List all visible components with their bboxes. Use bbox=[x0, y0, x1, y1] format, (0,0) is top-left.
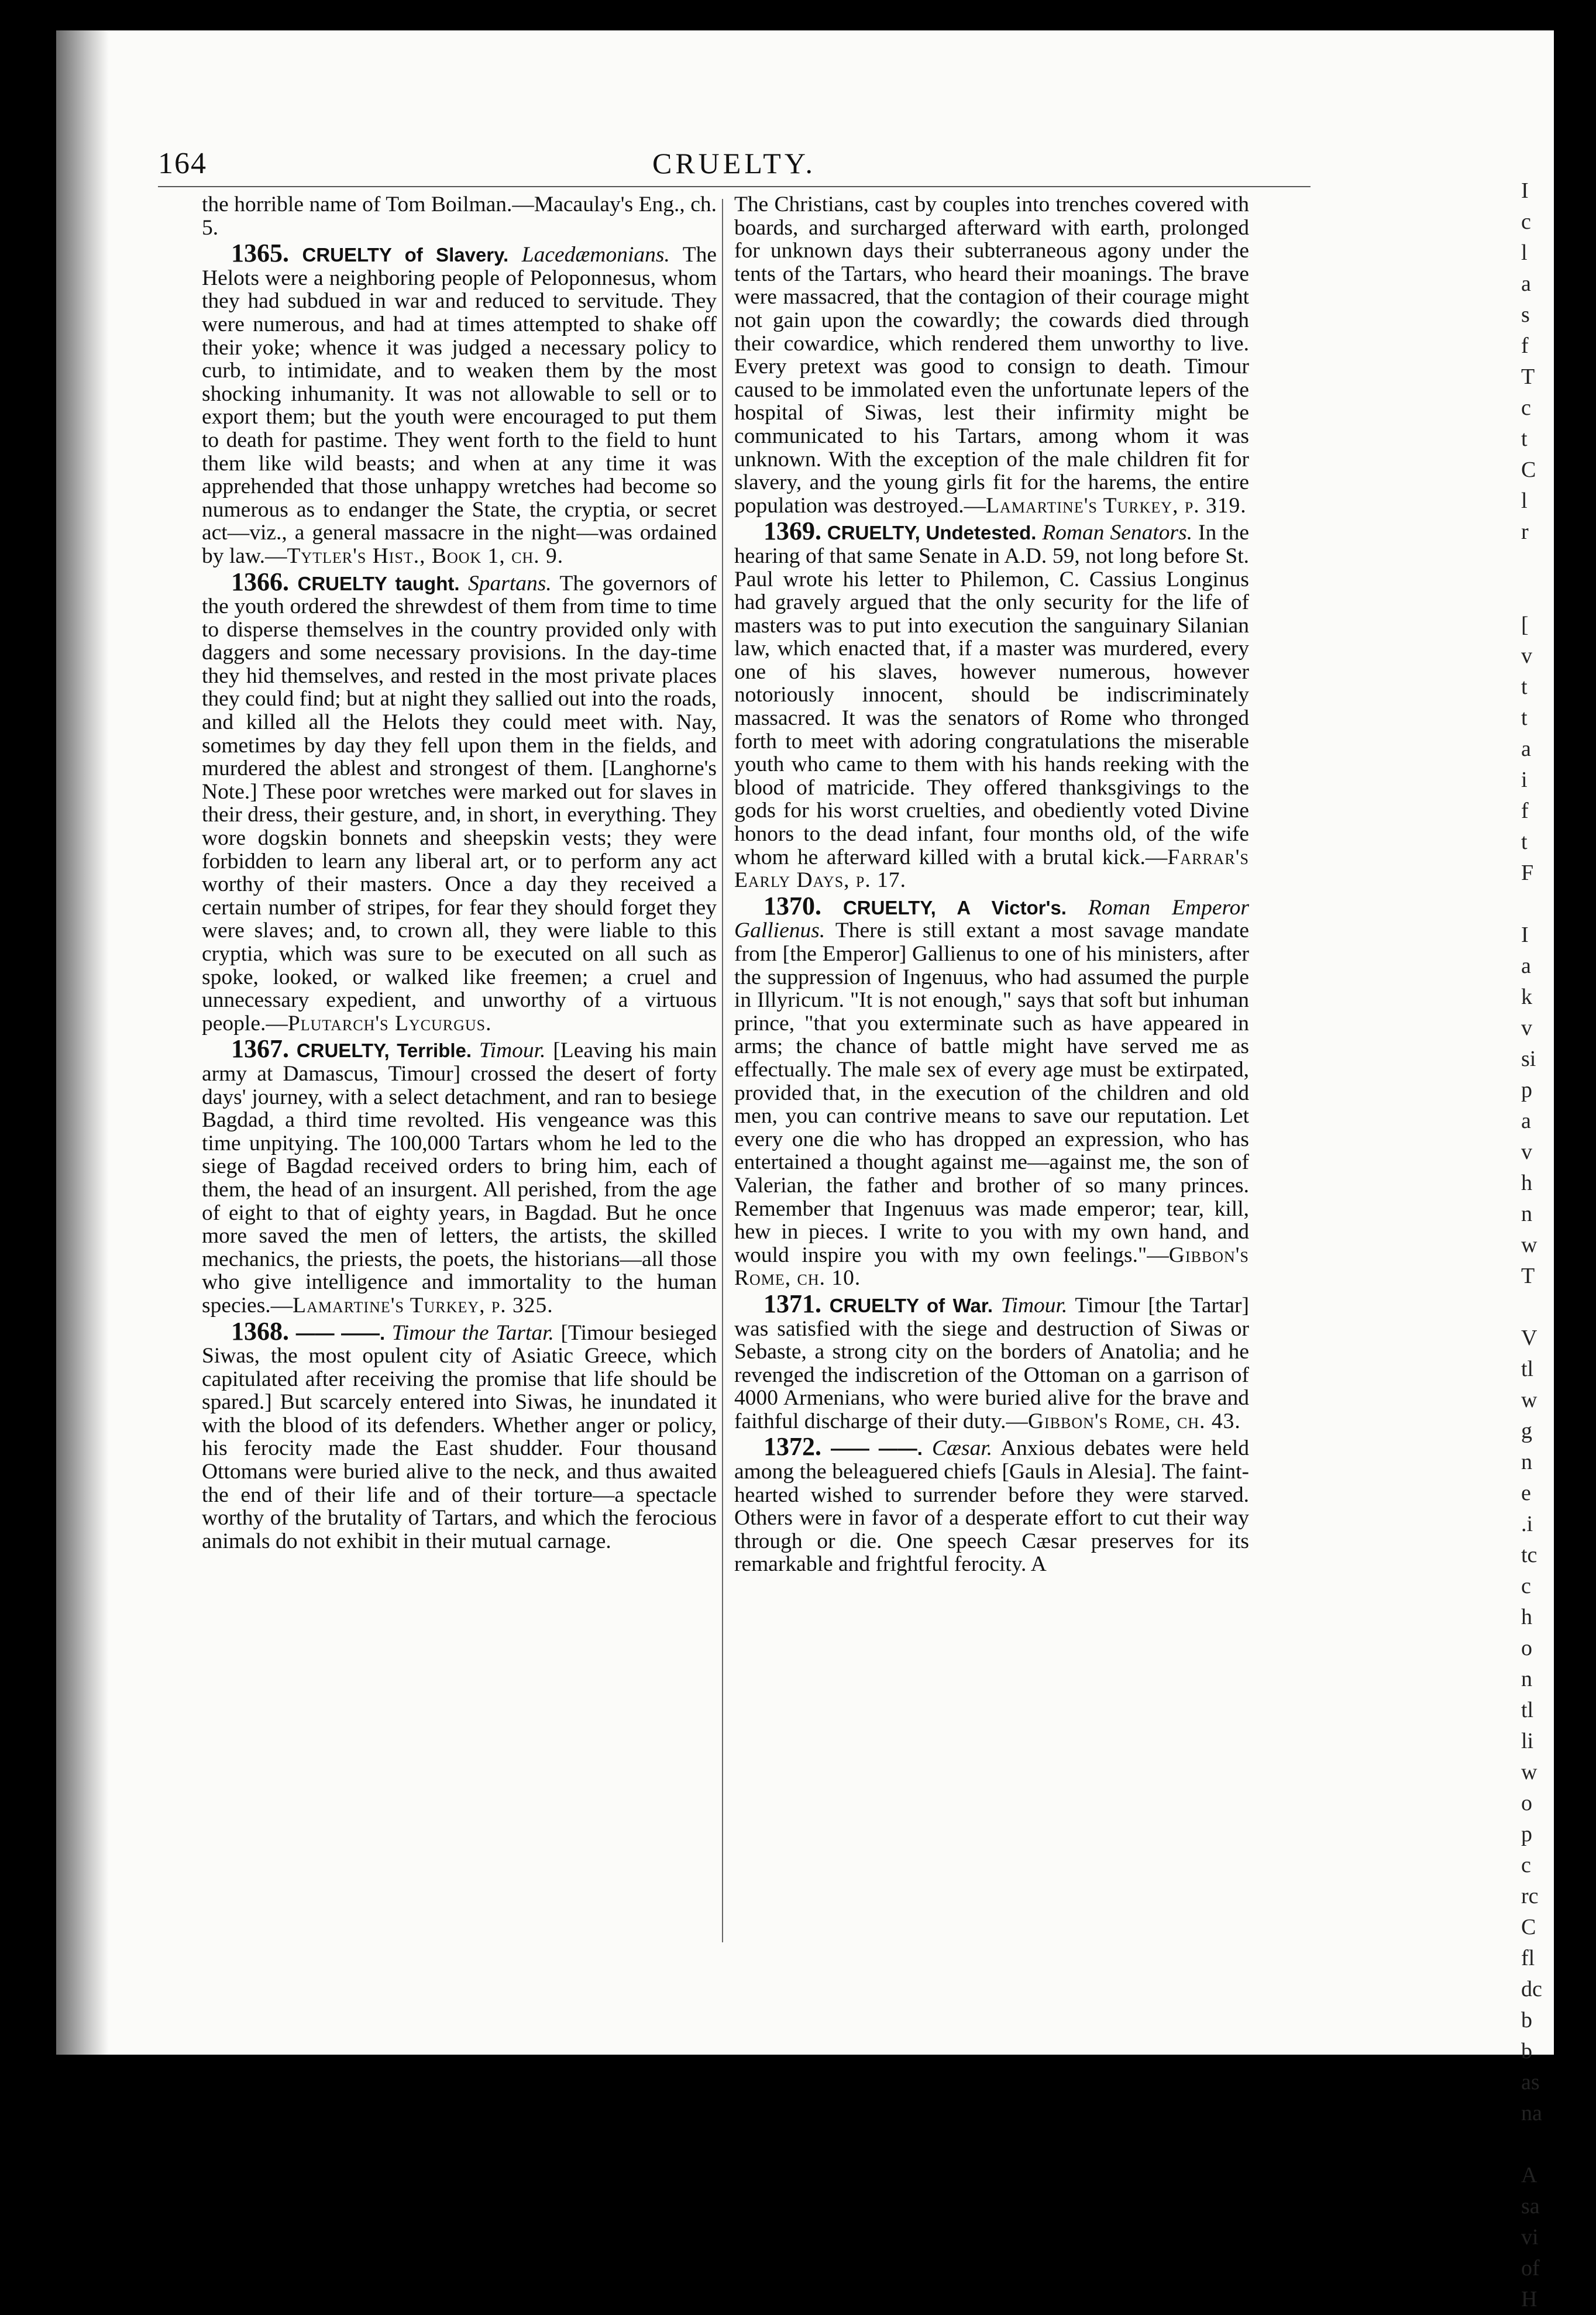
entry-subject: Timour. bbox=[479, 1038, 546, 1063]
entry-number: 1370. bbox=[763, 891, 821, 920]
entry-subject: Lacedæmonians. bbox=[521, 243, 670, 267]
entry-number: 1368. bbox=[231, 1316, 289, 1346]
entry-subject: Timour. bbox=[1000, 1293, 1068, 1318]
entry-number: 1365. bbox=[231, 239, 289, 268]
entry-text: There is still extant a most savage mandate from [the Emperor] Gallienus to one of his ministers, after the suppression of Ingenuus, who had assumed the purple in Illyricum. "It is not enough," says that soft but inhuman prince, "that you exterminate such as have appeared in arms; the chance of battle might have served me as effectually. The male sex of every age must be extirpated, provided that, in the execution of the children and old men, you can contrive means to save our reputation. Let every one die who has dropped an expression, who has entertained a thought against me—against me, the son of Valerian, the father and brother of so many princes. Remember that Ingenuus was made emperor; tear, kill, hew in pieces. I write to you with my own hand, and would inspire you with my own feelings."— bbox=[734, 919, 1249, 1267]
entry-text: In the hearing of that same Senate in A.D. 59, not long before St. Paul wrote his letter to Philemon, C. Cassius Longinus had gravely argued that the only security for the life of masters was to put into execution the sanguinary Silanian law, which enacted that, if a master was murdered, every one of his slaves, however numerous, however notoriously innocent, should be indiscriminately massacred. It was the senators of Rome who thronged forth to meet with adoring congratulations the miserable youth who came to them with his hands reeking with the blood of matricide. They offered thanksgivings to the gods for his worst cruelties, and obediently voted Divine honors to the dead infant, four months old, of the wife whom he afterward killed with a brutal kick.— bbox=[734, 521, 1249, 869]
entry-source: Lamartine's Turkey, p. 325. bbox=[293, 1293, 553, 1318]
entry-heading: CRUELTY taught. bbox=[297, 572, 460, 594]
facing-page-edge: I c l a s f T c t C l r [ v t t a i f t F I a k v si p a v h n w T V tl w g n e .i tc c h o n tl li w o p c rc C fl dc b b as na A sa vi of H bbox=[1521, 178, 1542, 2311]
entry-text: Anxious debates were held among the beleaguered chiefs [Gauls in Alesia]. The faint-hearted wished to surrender before they were starved. Others were in favor of a desperate effort to cut their way through or die. One speech Cæsar preserves for its remarkable and frightful ferocity. A bbox=[734, 1436, 1250, 1577]
entry-subject: Spartans. bbox=[468, 571, 552, 596]
entry-text: The Helots were a neighboring people of Peloponnesus, whom they had subdued in war and reduced to servitude. They were numerous, and had at times attempted to shake off their yoke; whence it was judged a necessary policy to curb, to intimidate, and to weaken them by the most shocking inhumanity. It was not allowable to sell or to export them; but the youth were encouraged to put them to death for pastime. They went forth to the field to hunt them like wild beasts; and when at any time it was apprehended that those unhappy wretches had become so numerous as to endanger the State, the cryptia, or secret act—viz., a general massacre in the night—was ordained by law.— bbox=[202, 243, 717, 568]
entry-1369 bbox=[734, 517, 1249, 893]
page-gutter-shadow bbox=[56, 30, 109, 2055]
entry-source: Gibbon's Rome, ch. 10. bbox=[734, 1243, 1249, 1291]
entry-heading: CRUELTY, A Victor's. bbox=[842, 896, 1067, 919]
entry-1366 bbox=[202, 567, 717, 1036]
running-title: CRUELTY. bbox=[652, 147, 816, 180]
entry-1371 bbox=[734, 1289, 1249, 1433]
column-divider bbox=[722, 199, 723, 1942]
entry-text: [Timour besieged Siwas, the most opulent city of Asiatic Greece, which capitulated after receiving the promise that life should be spared.] But scarcely entered into Siwas, he inundated it with the blood of its defenders. Whether anger or policy, his ferocity made the East shudder. Four thousand Ottomans were buried alive to the neck, and thus awaited the end of their life and of their torture—a spectacle worthy of the brutality of Tartars, and which the ferocious animals do not exhibit in their mutual carnage. bbox=[202, 1320, 717, 1553]
entry-number: 1372. bbox=[763, 1432, 821, 1461]
entry-heading: —— ——. bbox=[831, 1437, 923, 1460]
right-column bbox=[734, 193, 1249, 1942]
entry-source: Farrar's Early Days, p. 17. bbox=[734, 845, 1249, 893]
entry-number: 1371. bbox=[763, 1289, 821, 1318]
header-rule bbox=[158, 186, 1310, 187]
continuation-text: the horrible name of Tom Boilman.—Macaulay's Eng., ch. 5. bbox=[202, 192, 717, 240]
entry-source: Tytler's Hist., Book 1, ch. 9. bbox=[287, 544, 564, 568]
continuation-text bbox=[734, 193, 1249, 517]
entry-heading: CRUELTY, Terrible. bbox=[296, 1040, 472, 1062]
entry-1370 bbox=[734, 891, 1250, 1291]
entry-number: 1366. bbox=[231, 567, 289, 596]
entry-subject: Timour the Tartar. bbox=[391, 1320, 554, 1345]
entry-heading: —— ——. bbox=[295, 1322, 386, 1344]
entry-text: [Leaving his main army at Damascus, Timour] crossed the desert of forty days' journey, with a select detachment, and ran to besiege Bagdad, a third time revolted. His vengeance was this time unpitying. The 100,000 Tartars whom he led to the siege of Bagdad received orders to bring him, each of them, the head of an insurgent. All perished, from the age of eight to that of eighty years, in Bagdad. But he once more saved the men of letters, the artists, the skilled mechanics, the priests, the poets, the historians—all those who give intelligence and immortality to the human species.— bbox=[202, 1038, 717, 1318]
entry-1365 bbox=[202, 239, 717, 568]
page-header bbox=[158, 146, 1310, 181]
entry-subject: Roman Senators. bbox=[1042, 521, 1193, 545]
entry-source: Plutarch's Lycurgus. bbox=[287, 1011, 492, 1036]
entry-number: 1369. bbox=[763, 517, 821, 546]
entry-subject: Cæsar. bbox=[931, 1436, 993, 1461]
entry-heading: CRUELTY, Undetested. bbox=[827, 522, 1037, 544]
entry-subject: Roman Emperor Gallienus. bbox=[734, 895, 1250, 943]
entry-heading: CRUELTY of Slavery. bbox=[302, 244, 509, 266]
continuation-source: Lamartine's Turkey, p. 319. bbox=[986, 493, 1247, 518]
entry-number: 1367. bbox=[231, 1034, 289, 1064]
entry-source: Gibbon's Rome, ch. 43. bbox=[1027, 1409, 1241, 1433]
entry-text: The governors of the youth ordered the shrewdest of them from time to time to disperse themselves in the country provided only with daggers and some necessary provisions. In the day-time they hid themselves, and rested in the most private places they could find; but at night they sallied out into the roads, and killed all the Helots they could meet with. Nay, sometimes by day they fell upon them in the fields, and murdered the ablest and strongest of them. [Langhorne's Note.] These poor wretches were marked out for slaves in their dress, their gesture, and, in short, in everything. They wore dogskin bonnets and sheepskin vests; they were forbidden to learn any liberal art, or to perform any act worthy of their masters. Once a day they received a certain number of stripes, for fear they should forget they were slaves; and, to crown all, they were liable to this cryptia, which was sure to be executed on all such as spoke, looked, or walked like freemen; a cruel and unnecessary expedient, and unworthy of a virtuous people.— bbox=[202, 571, 717, 1036]
entry-1372 bbox=[734, 1432, 1250, 1577]
entry-heading: CRUELTY of War. bbox=[829, 1294, 993, 1316]
left-column bbox=[202, 193, 717, 1942]
page-number: 164 bbox=[158, 147, 207, 180]
entry-text: Timour [the Tartar] was satisfied with the siege and destruction of Siwas or Sebaste, a strong city on the borders of Anatolia; and he revenged the indiscretion of the Ottoman on a garrison of 4000 Armenians, who were buried alive for the brave and faithful discharge of their duty.— bbox=[734, 1293, 1249, 1433]
entry-1368 bbox=[202, 1316, 717, 1553]
continuation-body: The Christians, cast by couples into trenches covered with boards, and surcharged afterward with earth, prolonged for unknown days their subterraneous agony under the tents of the Tartars, who heard their moanings. The brave were massacred, that the contagion of their courage might not gain upon the cowardly; the cowards died through their cowardice, which rendered them unworthy to live. Every pretext was good to consign to death. Timour caused to be immolated even the unfortunate lepers of the hospital of Siwas, lest their infirmity might be communicated to his Tartars, among whom it was unknown. With the exception of the male children fit for slavery, and the young girls fit for the harems, the entire population was destroyed.— bbox=[734, 192, 1249, 518]
entry-1367 bbox=[202, 1034, 717, 1318]
